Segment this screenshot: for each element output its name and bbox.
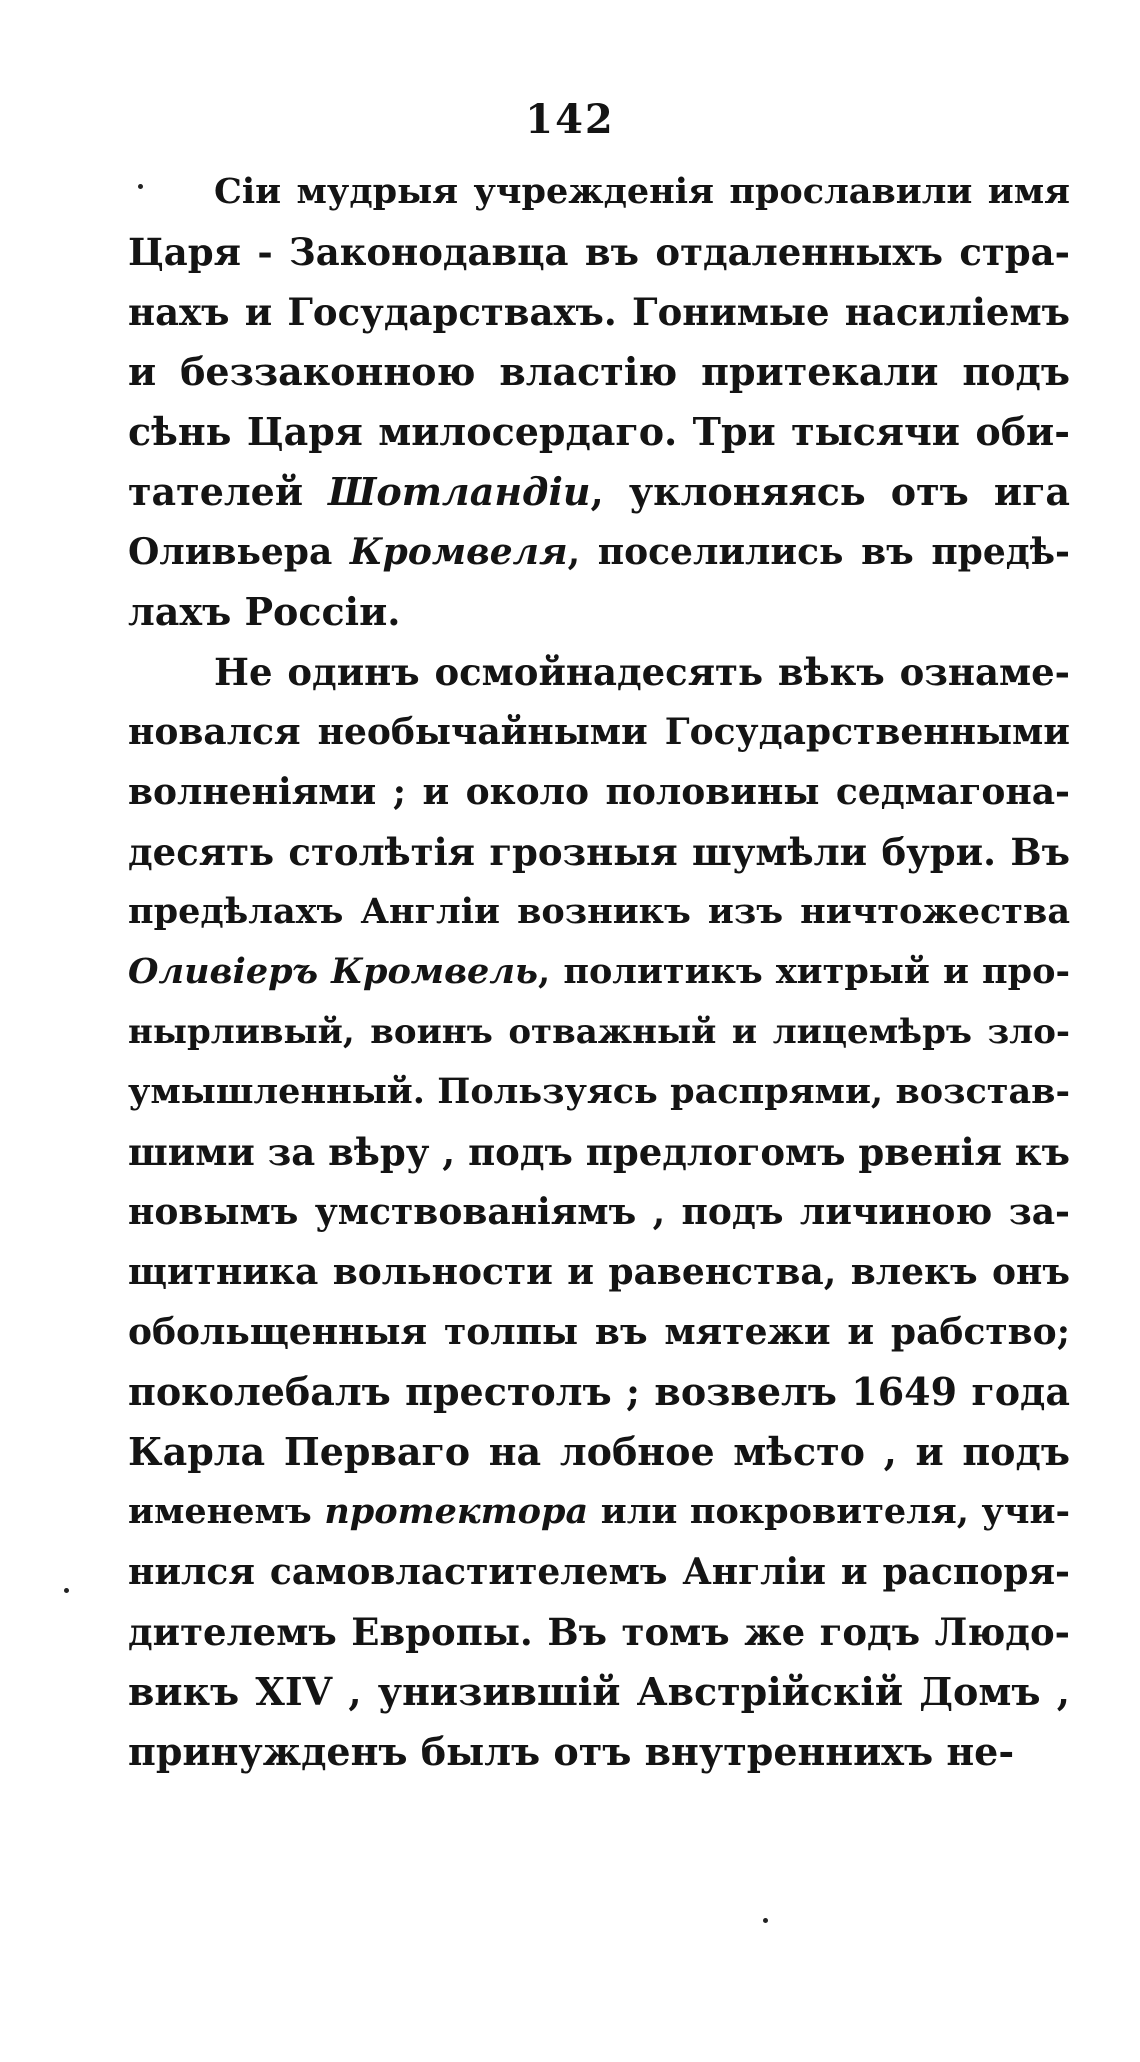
text-line [128, 822, 1070, 882]
text-run: Царя - Законодавца въ отдаленныхъ стра- [128, 230, 1070, 274]
text-run: новымъ умствованіямъ , подъ личиною за- [128, 1191, 1070, 1233]
text-line [128, 1602, 1070, 1662]
text-run: викъ XIV , унизившій Австрійскій Домъ , [128, 1669, 1070, 1714]
text-run: Сіи мудрыя учрежденія прославили имя [214, 171, 1070, 212]
text-line [128, 282, 1070, 342]
text-run: десять столѣтія грозныя шумѣли бури. Въ [128, 830, 1070, 874]
text-line [128, 582, 1070, 642]
text-run: нахъ и Государствахъ. Гонимые насиліемъ [128, 290, 1070, 334]
text-run: шими за вѣру , подъ предлогомъ рвенія къ [128, 1130, 1071, 1174]
text-line [128, 1002, 1070, 1062]
text-run: , уклоняясь отъ ига [590, 469, 1070, 514]
text-line [128, 522, 1070, 582]
text-line [128, 702, 1070, 762]
text-line [128, 162, 1070, 222]
text-line [128, 342, 1070, 402]
text-line [128, 1062, 1070, 1122]
text-line [128, 1302, 1070, 1362]
text-run: предѣлахъ Англіи возникъ изъ ничтожества [128, 891, 1070, 932]
text-run: или покровителя, учи- [588, 1491, 1071, 1532]
text-line [128, 1482, 1070, 1542]
text-run: новался необычайными Государственными [128, 711, 1070, 753]
italic-text-run: Кромвеля [349, 531, 568, 573]
text-line [128, 1422, 1070, 1482]
text-run: Карла Перваго на лобное мѣсто , и подъ [128, 1429, 1070, 1474]
text-run: нился самовластителемъ Англіи и распоря- [128, 1551, 1070, 1593]
text-line [128, 462, 1070, 522]
text-run: , политикъ хитрый и про- [538, 951, 1070, 992]
text-line [128, 642, 1070, 702]
text-run: лахъ Россіи. [128, 589, 401, 634]
text-line [128, 1722, 1070, 1782]
text-line [128, 882, 1070, 942]
text-line [128, 222, 1070, 282]
italic-text-run: Шотландіи [328, 469, 591, 514]
text-line [128, 1122, 1070, 1182]
text-run: обольщенныя толпы въ мятежи и рабство; [128, 1311, 1070, 1353]
text-run: волненіями ; и около половины седмагона- [128, 771, 1070, 813]
italic-text-run: протектора [324, 1491, 589, 1532]
text-run: и беззаконною властію притекали подъ [128, 349, 1070, 394]
text-line [128, 1242, 1070, 1302]
text-run: нырливый, воинъ отважный и лицемѣръ зло- [128, 1012, 1070, 1052]
text-run: именемъ [128, 1491, 325, 1532]
stray-mark [763, 1918, 768, 1923]
italic-text-run: Оливіеръ Кромвель [128, 951, 539, 992]
text-line [128, 942, 1070, 1002]
text-run: щитника вольности и равенства, влекъ онъ [128, 1251, 1070, 1293]
text-run: поколебалъ престолъ ; возвелъ 1649 года [128, 1369, 1070, 1414]
text-line [128, 762, 1070, 822]
text-line [128, 1542, 1070, 1602]
text-run: Оливьера [128, 531, 350, 573]
text-line [128, 402, 1070, 462]
page-number: 142 [525, 96, 615, 143]
text-run: сѣнь Царя милосердаго. Три тысячи оби- [128, 409, 1070, 454]
text-run: принужденъ былъ отъ внутреннихъ не- [128, 1729, 1015, 1774]
stray-mark [64, 1588, 69, 1593]
stray-mark [138, 184, 143, 189]
paragraph-2 [128, 642, 1070, 1782]
paragraph-1 [128, 162, 1070, 642]
text-run: дителемъ Европы. Въ томъ же годъ Людо- [128, 1610, 1070, 1654]
text-run: , поселились въ предѣ- [567, 531, 1070, 573]
text-run: тателей [128, 469, 329, 514]
text-line [128, 1362, 1070, 1422]
text-run: умышленный. Пользуясь распрями, возстав- [128, 1071, 1070, 1112]
text-line [128, 1662, 1070, 1722]
text-line [128, 1182, 1070, 1242]
text-run: Не одинъ осмойнадесять вѣкъ ознаме- [214, 650, 1070, 694]
